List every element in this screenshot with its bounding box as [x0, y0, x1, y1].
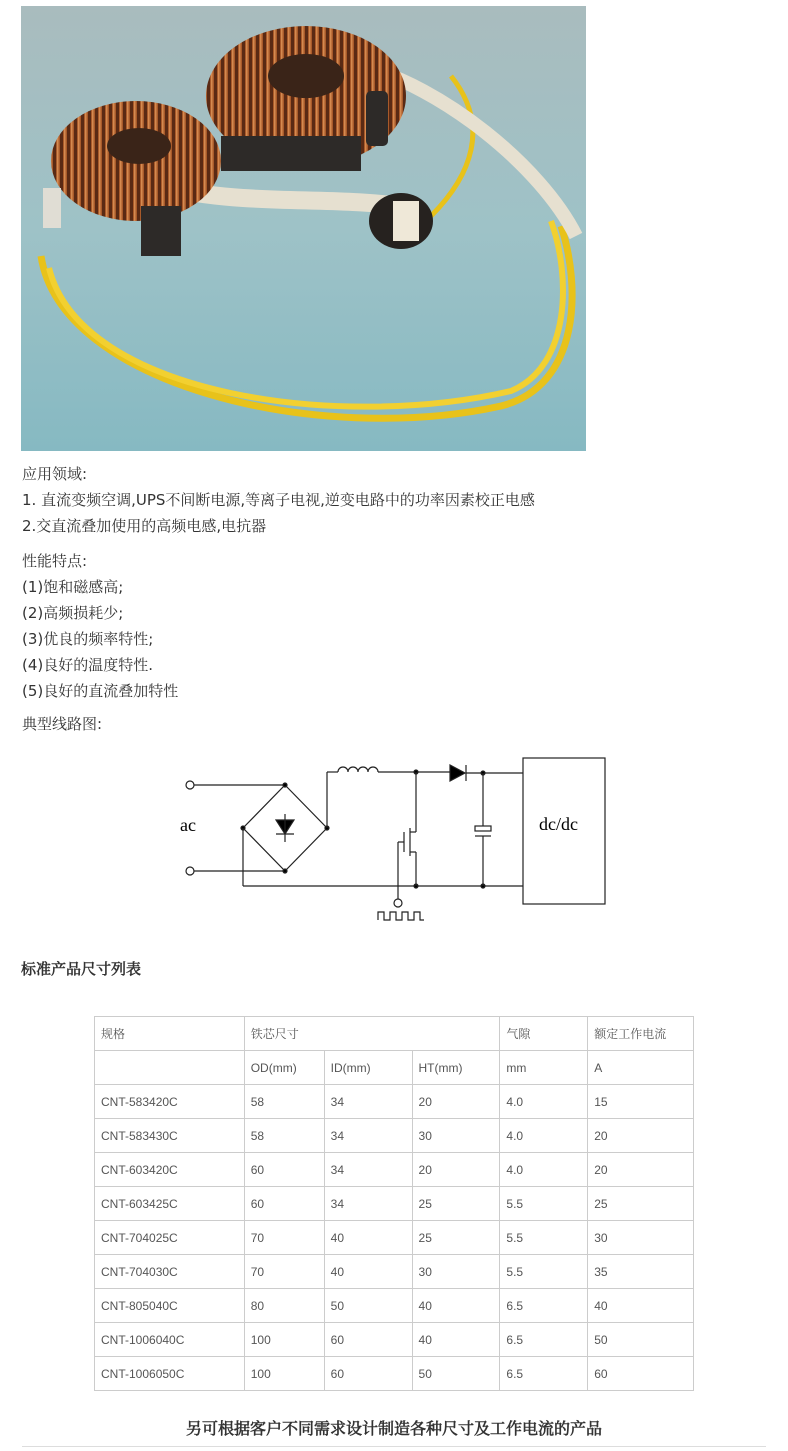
table-cell: 30	[588, 1221, 694, 1255]
table-row	[95, 1153, 694, 1187]
features-item: (3)优良的频率特性;	[22, 630, 154, 648]
header-cell: HT(mm)	[412, 1051, 500, 1085]
table-cell: 20	[588, 1153, 694, 1187]
header-cell: 铁芯尺寸	[244, 1017, 500, 1051]
header-cell	[95, 1051, 245, 1085]
table-cell: CNT-704025C	[95, 1221, 245, 1255]
features-item: (5)良好的直流叠加特性	[22, 682, 179, 700]
table-cell: 34	[324, 1085, 412, 1119]
table-cell: 40	[588, 1289, 694, 1323]
table-cell: 25	[412, 1187, 500, 1221]
features-heading: 性能特点:	[22, 552, 88, 570]
header-cell: ID(mm)	[324, 1051, 412, 1085]
table-cell: 50	[324, 1289, 412, 1323]
table-cell: 100	[244, 1357, 324, 1391]
table-subheader-row	[95, 1051, 694, 1085]
circuit-heading: 典型线路图:	[22, 715, 103, 733]
table-cell: 34	[324, 1153, 412, 1187]
table-row	[95, 1357, 694, 1391]
table-row	[95, 1289, 694, 1323]
table-row	[95, 1323, 694, 1357]
table-row	[95, 1255, 694, 1289]
table-cell: 50	[588, 1323, 694, 1357]
header-cell: A	[588, 1051, 694, 1085]
table-cell: 6.5	[500, 1289, 588, 1323]
table-row	[95, 1187, 694, 1221]
table-cell: 40	[412, 1323, 500, 1357]
table-cell: 58	[244, 1119, 324, 1153]
table-cell: 60	[588, 1357, 694, 1391]
table-cell: 60	[324, 1357, 412, 1391]
ac-label: ac	[180, 815, 196, 835]
table-header-row	[95, 1017, 694, 1051]
table-row	[95, 1221, 694, 1255]
applications-heading: 应用领域:	[22, 465, 88, 483]
table-cell: CNT-1006050C	[95, 1357, 245, 1391]
table-cell: 5.5	[500, 1221, 588, 1255]
table-cell: CNT-704030C	[95, 1255, 245, 1289]
table-cell: 60	[324, 1323, 412, 1357]
product-photo	[21, 6, 586, 451]
table-cell: 60	[244, 1153, 324, 1187]
table-cell: 30	[412, 1255, 500, 1289]
table-title: 标准产品尺寸列表	[21, 960, 142, 978]
table-row	[95, 1085, 694, 1119]
table-cell: 20	[412, 1085, 500, 1119]
features-section	[22, 548, 178, 704]
table-cell: 40	[412, 1289, 500, 1323]
circuit-section	[22, 711, 102, 737]
table-cell: 6.5	[500, 1323, 588, 1357]
table-cell: CNT-603425C	[95, 1187, 245, 1221]
table-cell: 4.0	[500, 1119, 588, 1153]
header-cell: 规格	[95, 1017, 245, 1051]
dcdc-label: dc/dc	[539, 814, 578, 834]
applications-item: 1. 直流变频空调,UPS不间断电源,等离子电视,逆变电路中的功率因素校正电感	[22, 491, 535, 509]
table-cell: 4.0	[500, 1153, 588, 1187]
header-cell: OD(mm)	[244, 1051, 324, 1085]
table-cell: 34	[324, 1187, 412, 1221]
features-item: (2)高频损耗少;	[22, 604, 124, 622]
table-cell: CNT-583430C	[95, 1119, 245, 1153]
table-cell: 25	[588, 1187, 694, 1221]
table-cell: 40	[324, 1255, 412, 1289]
table-cell: 40	[324, 1221, 412, 1255]
features-item: (4)良好的温度特性.	[22, 656, 154, 674]
circuit-diagram	[170, 752, 620, 928]
table-cell: CNT-603420C	[95, 1153, 245, 1187]
footer-note: 另可根据客户不同需求设计制造各种尺寸及工作电流的产品	[185, 1419, 602, 1438]
table-cell: 60	[244, 1187, 324, 1221]
table-cell: CNT-583420C	[95, 1085, 245, 1119]
header-cell: 气隙	[500, 1017, 588, 1051]
table-cell: 35	[588, 1255, 694, 1289]
table-cell: 6.5	[500, 1357, 588, 1391]
applications-section	[22, 461, 535, 539]
table-cell: 20	[412, 1153, 500, 1187]
table-cell: 58	[244, 1085, 324, 1119]
divider	[22, 1446, 766, 1447]
table-cell: CNT-805040C	[95, 1289, 245, 1323]
table-cell: 30	[412, 1119, 500, 1153]
table-cell: 34	[324, 1119, 412, 1153]
table-cell: CNT-1006040C	[95, 1323, 245, 1357]
table-cell: 70	[244, 1221, 324, 1255]
table-cell: 4.0	[500, 1085, 588, 1119]
spec-table	[94, 1016, 694, 1391]
table-cell: 25	[412, 1221, 500, 1255]
features-item: (1)饱和磁感高;	[22, 578, 124, 596]
header-cell: 额定工作电流	[588, 1017, 694, 1051]
table-row	[95, 1119, 694, 1153]
table-cell: 15	[588, 1085, 694, 1119]
table-cell: 20	[588, 1119, 694, 1153]
table-cell: 100	[244, 1323, 324, 1357]
table-cell: 5.5	[500, 1255, 588, 1289]
table-cell: 5.5	[500, 1187, 588, 1221]
header-cell: mm	[500, 1051, 588, 1085]
table-cell: 80	[244, 1289, 324, 1323]
table-cell: 50	[412, 1357, 500, 1391]
table-cell: 70	[244, 1255, 324, 1289]
applications-item: 2.交直流叠加使用的高频电感,电抗器	[22, 517, 267, 535]
